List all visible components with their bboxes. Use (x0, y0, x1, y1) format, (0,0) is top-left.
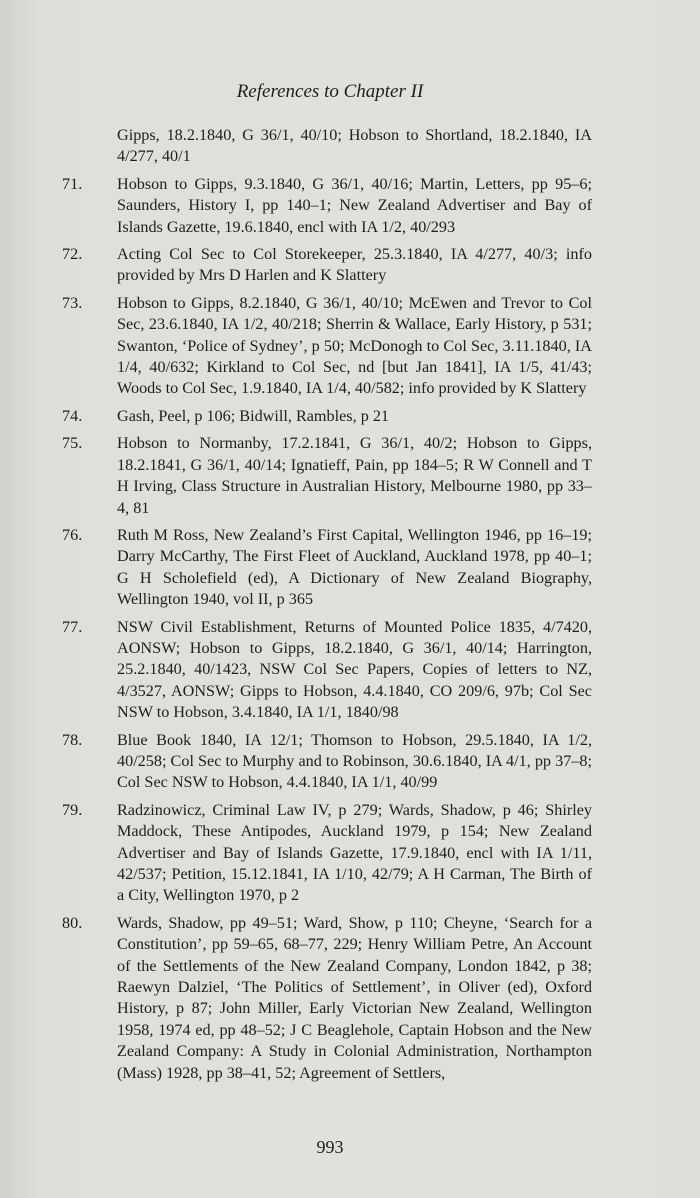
reference-number: 80. (62, 913, 83, 932)
reference-item (62, 617, 592, 724)
reference-text: Radzinowicz, Criminal Law IV, p 279; Wards, Shadow, p 46; Shirley Maddock, These Antipodes, Auckland 1979, p 154; New Zealand Advertiser and Bay of Islands Gazette, 17.9.1840, encl with IA 1/11, 42/537; Petition, 15.12.1841, IA 1/10, 42/79; A H Carman, The Birth of a City, Wellington 1970, p 2 (117, 800, 592, 905)
reference-text: Hobson to Normanby, 17.2.1841, G 36/1, 40/2; Hobson to Gipps, 18.2.1841, G 36/1, 40/14; Ignatieff, Pain, pp 184–5; R W Connell and T H Irving, Class Structure in Australian History, Melbourne 1980, pp 33–4, 81 (117, 434, 592, 517)
reference-text: Hobson to Gipps, 8.2.1840, G 36/1, 40/10; McEwen and Trevor to Col Sec, 23.6.1840, IA 1/2, 40/218; Sherrin & Wallace, Early History, p 531; Swanton, ‘Police of Sydney’, p 50; McDonogh to Col Sec, 3.11.1840, IA 1/4, 40/632; Kirkland to Col Sec, nd [but Jan 1841], IA 1/5, 41/43; Woods to Col Sec, 1.9.1840, IA 1/4, 40/582; info provided by K Slattery (117, 293, 592, 398)
reference-text: NSW Civil Establishment, Returns of Mounted Police 1835, 4/7420, AONSW; Hobson to Gipps, 18.2.1840, G 36/1, 40/14; Harrington, 25.2.1840, 40/1423, NSW Col Sec Papers, Copies of letters to NZ, 4/3527, AONSW; Gipps to Hobson, 4.4.1840, CO 209/6, 97b; Col Sec NSW to Hobson, 3.4.1840, IA 1/1, 1840/98 (117, 617, 592, 722)
reference-text: Gash, Peel, p 106; Bidwill, Rambles, p 21 (117, 406, 390, 425)
reference-item (62, 730, 592, 794)
reference-list (62, 125, 592, 1090)
reference-number: 79. (62, 800, 83, 819)
reference-text: Blue Book 1840, IA 12/1; Thomson to Hobson, 29.5.1840, IA 1/2, 40/258; Col Sec to Murphy and to Robinson, 30.6.1840, IA 4/1, pp 37–8; Col Sec NSW to Hobson, 4.4.1840, IA 1/1, 40/99 (117, 730, 592, 792)
reference-number: 78. (62, 730, 83, 749)
reference-continuation (62, 125, 592, 168)
reference-text: Gipps, 18.2.1840, G 36/1, 40/10; Hobson to Shortland, 18.2.1840, IA 4/277, 40/1 (117, 126, 592, 166)
reference-item (62, 174, 592, 238)
reference-number: 77. (62, 617, 83, 636)
reference-number: 76. (62, 525, 83, 544)
reference-item (62, 433, 592, 519)
reference-number: 72. (62, 245, 83, 264)
reference-text: Ruth M Ross, New Zealand’s First Capital, Wellington 1946, pp 16–19; Darry McCarthy, The First Fleet of Auckland, Auckland 1978, pp 40–1; G H Scholefield (ed), A Dictionary of New Zealand Biography, Wellington 1940, vol II, p 365 (117, 525, 592, 609)
reference-number: 71. (62, 174, 83, 193)
reference-item (62, 913, 592, 1084)
reference-item (62, 800, 592, 907)
reference-item (62, 406, 592, 427)
reference-number: 74. (62, 406, 83, 425)
reference-item (62, 525, 592, 611)
reference-item (62, 293, 592, 400)
reference-text: Acting Col Sec to Col Storekeeper, 25.3.1840, IA 4/277, 40/3; info provided by Mrs D Harlen and K Slattery (117, 245, 592, 285)
reference-text: Hobson to Gipps, 9.3.1840, G 36/1, 40/16; Martin, Letters, pp 95–6; Saunders, History I, pp 140–1; New Zealand Advertiser and Bay of Islands Gazette, 19.6.1840, encl with IA 1/2, 40/293 (117, 174, 592, 236)
reference-number: 75. (62, 434, 83, 453)
reference-text: Wards, Shadow, pp 49–51; Ward, Show, p 110; Cheyne, ‘Search for a Constitution’, pp 59–65, 68–77, 229; Henry William Petre, An Account of the Settlements of the New Zealand Company, London 1842, p 38; Raewyn Dalziel, ‘The Politics of Settlement’, in Oliver (ed), Oxford History, p 87; John Miller, Early Victorian New Zealand, Wellington 1958, 1974 ed, pp 48–52; J C Beaglehole, Captain Hobson and the New Zealand Company: A Study in Colonial Administration, Northampton (Mass) 1928, pp 38–41, 52; Agreement of Settlers, (117, 913, 592, 1082)
page-number: 993 (316, 1137, 344, 1157)
reference-number: 73. (62, 293, 83, 312)
reference-item (62, 244, 592, 287)
page-header: References to Chapter II (236, 81, 424, 102)
